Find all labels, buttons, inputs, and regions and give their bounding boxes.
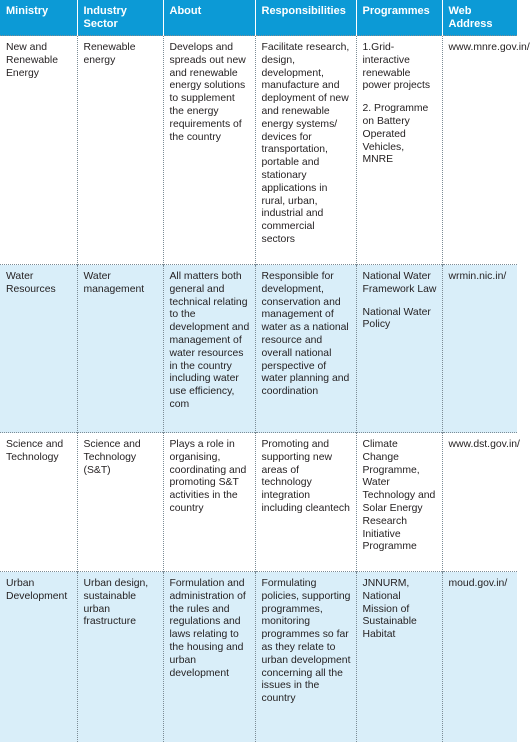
web-address-cell: www.mnre.gov.in/ bbox=[442, 36, 517, 265]
programme-item: National Water Policy bbox=[362, 306, 431, 331]
programme-item: Climate Change Programme, Water Technology and Solar Energy Research Initiative Programme bbox=[362, 439, 436, 553]
about-cell: All matters both general and technical relating to the development and management of water resources in the country including water use efficiency, com bbox=[163, 265, 255, 433]
about-cell: Develops and spreads out new and renewable energy solutions to supplement the energy requirements of the country bbox=[163, 36, 255, 265]
programmes-cell bbox=[356, 36, 442, 265]
table-header bbox=[0, 0, 517, 36]
header-web-address: Web Address bbox=[442, 0, 517, 36]
programme-item: 2. Programme on Battery Operated Vehicles, MNRE bbox=[362, 103, 429, 166]
about-cell: Formulation and administration of the rules and regulations and laws relating to the housing and urban development bbox=[163, 572, 255, 742]
responsibilities-cell: Responsible for development, conservation and management of water as a national resource and overall national perspective of water planning and coordination bbox=[255, 265, 356, 433]
programmes-cell bbox=[356, 572, 442, 742]
ministry-cell: Urban Development bbox=[0, 572, 77, 742]
table-row bbox=[0, 265, 517, 433]
ministry-cell: New and Renewable Energy bbox=[0, 36, 77, 265]
programme-item: National Water Framework Law bbox=[362, 271, 437, 295]
table-row bbox=[0, 572, 517, 742]
header-about: About bbox=[163, 0, 255, 36]
header-ministry: Ministry bbox=[0, 0, 77, 36]
web-address-cell: wrmin.nic.in/ bbox=[442, 265, 517, 433]
ministry-cell: Science and Technology bbox=[0, 433, 77, 572]
header-responsibilities: Responsibilities bbox=[255, 0, 356, 36]
sector-cell: Urban design, sustainable urban frastructure bbox=[77, 572, 163, 742]
responsibilities-cell: Facilitate research, design, development, manufacture and deployment of new and renewable energy systems/ devices for transportation, portable and stationary applications in rural, urban, industrial and commercial sectors bbox=[255, 36, 356, 265]
programme-item: 1.Grid-interactive renewable power projects bbox=[362, 42, 431, 92]
web-address-cell: www.dst.gov.in/ bbox=[442, 433, 517, 572]
header-programmes: Programmes bbox=[356, 0, 442, 36]
table-row bbox=[0, 433, 517, 572]
about-cell: Plays a role in organising, coordinating and promoting S&T activities in the country bbox=[163, 433, 255, 572]
responsibilities-cell: Promoting and supporting new areas of technology integration including cleantech bbox=[255, 433, 356, 572]
programmes-cell bbox=[356, 265, 442, 433]
sector-cell: Water management bbox=[77, 265, 163, 433]
programme-item: JNNURM, National Mission of Sustainable Habitat bbox=[362, 578, 417, 641]
responsibilities-cell: Formulating policies, supporting programmes, monitoring programmes so far as they relate to urban development concerning all the issues in the country bbox=[255, 572, 356, 742]
header-row bbox=[0, 0, 517, 36]
sector-cell: Renewable energy bbox=[77, 36, 163, 265]
table-row bbox=[0, 36, 517, 265]
header-industry-sector: Industry Sector bbox=[77, 0, 163, 36]
ministry-cell: Water Resources bbox=[0, 265, 77, 433]
sector-cell: Science and Technology (S&T) bbox=[77, 433, 163, 572]
web-address-cell: moud.gov.in/ bbox=[442, 572, 517, 742]
programmes-cell bbox=[356, 433, 442, 572]
